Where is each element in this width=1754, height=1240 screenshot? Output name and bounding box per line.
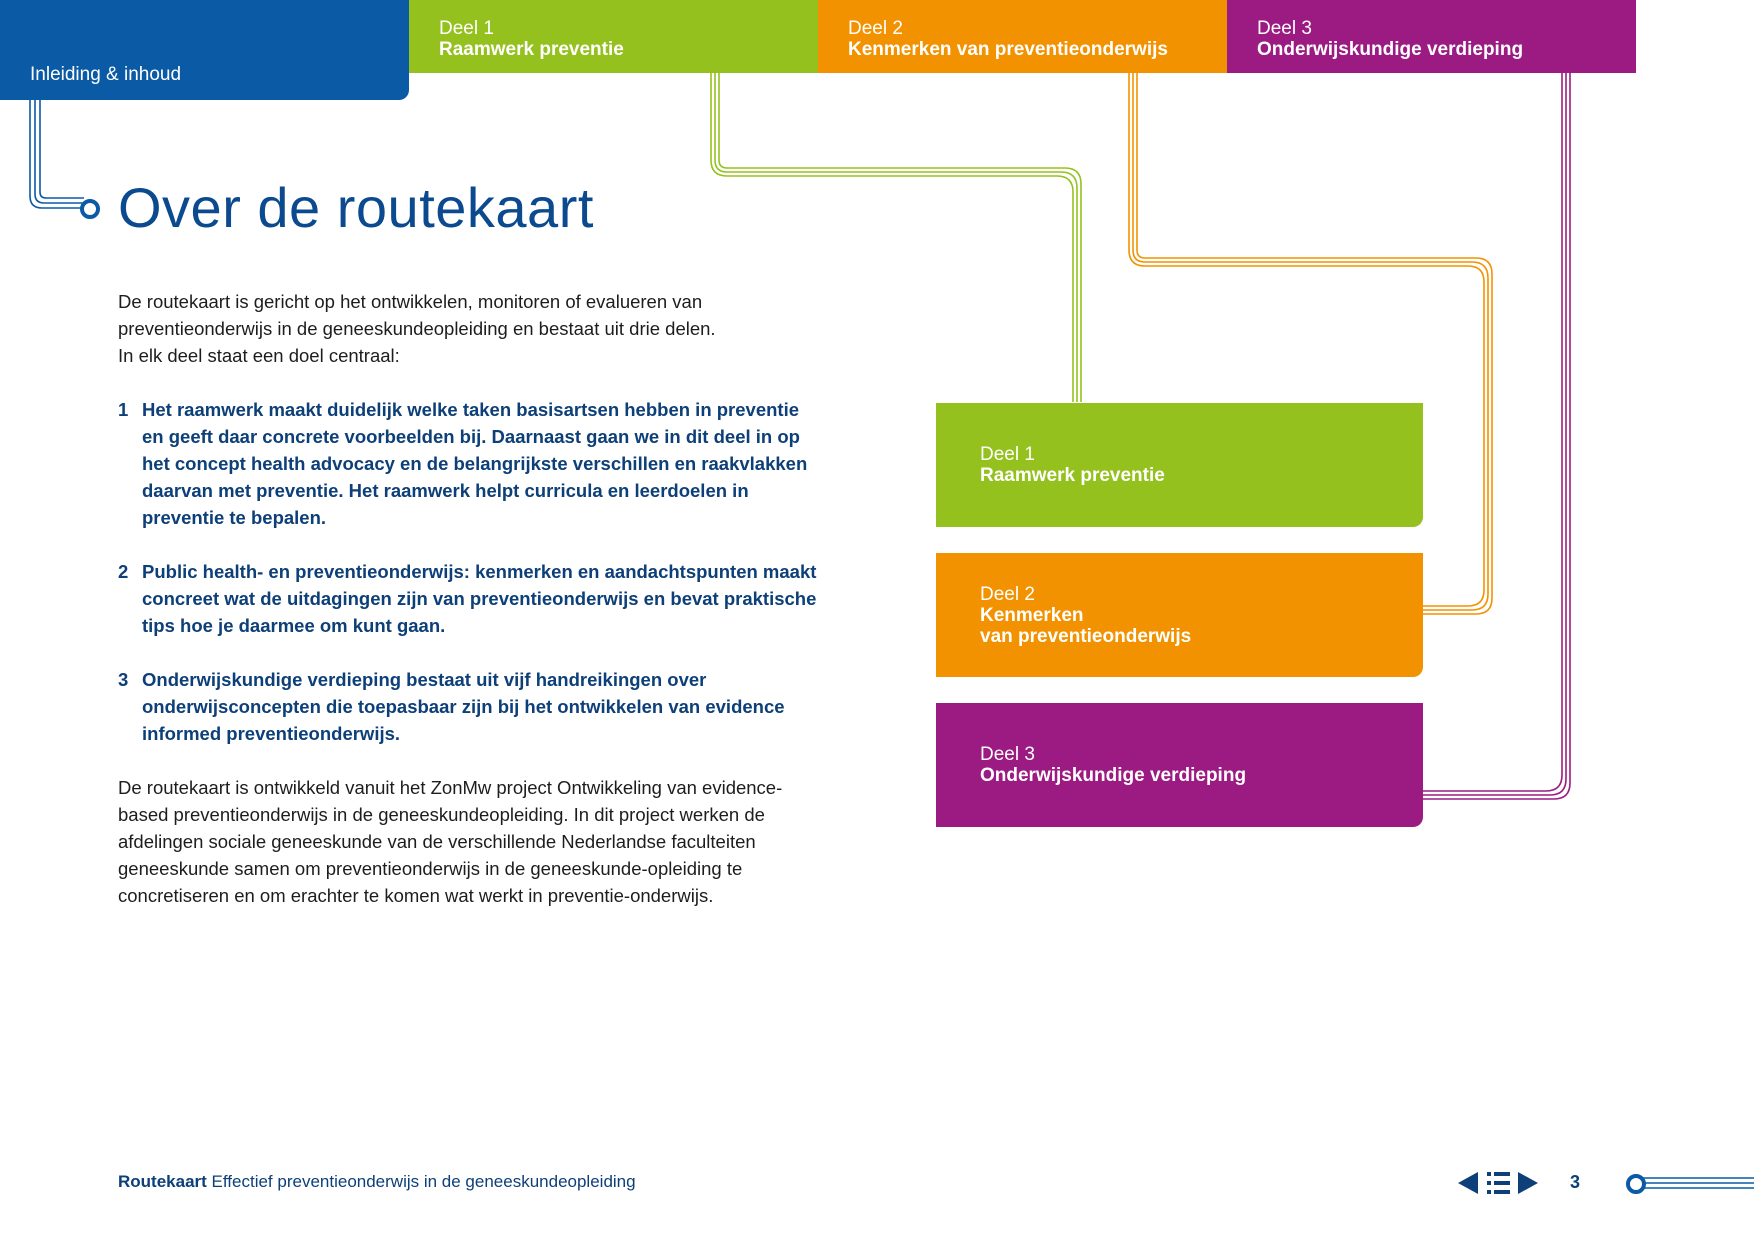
intro-text-2: In elk deel staat een doel centraal: — [118, 345, 400, 366]
list-item-number: 1 — [118, 399, 129, 420]
part-1-box-part: Deel 1 — [980, 444, 1035, 465]
part-1-box[interactable] — [936, 403, 1423, 527]
tab-deel-1-part: Deel 1 — [439, 18, 494, 39]
menu-icon[interactable] — [1487, 1172, 1510, 1194]
tab-deel-1[interactable] — [409, 0, 818, 73]
footer-subtitle: Effectief preventieonderwijs in de geneeskundeopleiding — [211, 1172, 636, 1191]
part3-route-line — [1423, 73, 1570, 799]
page-number: 3 — [1570, 1172, 1581, 1192]
part-3-box-part: Deel 3 — [980, 744, 1035, 765]
list-item-number: 2 — [118, 561, 129, 582]
part-3-box[interactable] — [936, 703, 1423, 827]
tab-deel-3-title: Onderwijskundige verdieping — [1257, 39, 1524, 60]
tab-deel-2-title: Kenmerken van preventieonderwijs — [848, 39, 1168, 60]
footer-navigation — [1456, 1170, 1540, 1196]
page-title: Over de routekaart — [118, 176, 594, 239]
part-1-box-title: Raamwerk preventie — [980, 465, 1165, 486]
list-item-text: Het raamwerk maakt duidelijk welke taken basisartsen hebben in preventie en geeft daar concrete voorbeelden bij. Daarnaast gaan we in dit deel in op het concept health advocacy en de belangrijkste verschillen en raakvlakken daarvan met preventie. Het raamwerk helpt curricula en leerdoelen in preventie te bepalen. — [142, 399, 808, 528]
footer-title — [118, 1172, 636, 1192]
next-page-icon[interactable] — [1518, 1172, 1538, 1194]
list-item-number: 3 — [118, 669, 129, 690]
footer-route-line — [1642, 1178, 1754, 1188]
tab-deel-1-title: Raamwerk preventie — [439, 39, 624, 60]
tab-deel-2[interactable] — [818, 0, 1227, 73]
tab-inleiding-inhoud[interactable]: Inleiding & inhoud — [0, 0, 409, 100]
list-item — [118, 666, 818, 747]
tab-deel-3[interactable] — [1227, 0, 1636, 73]
list-item-text: Public health- en preventieonderwijs: kenmerken en aandachtspunten maakt concreet wat de uitdagingen zijn van preventieonderwijs en bevat praktische tips hoe je daarmee om kunt gaan. — [142, 561, 817, 636]
home-route-line — [30, 100, 84, 208]
tab-deel-3-part: Deel 3 — [1257, 18, 1312, 39]
part-2-box[interactable] — [936, 553, 1423, 677]
part-2-box-title-2: van preventieonderwijs — [980, 625, 1192, 647]
intro-text: De routekaart is gericht op het ontwikkelen, monitoren of evalueren van preventieonderwijs in de geneeskundeopleiding en bestaat uit drie delen. — [118, 291, 716, 339]
footer-brand: Routekaart — [118, 1172, 207, 1191]
home-route-dot — [82, 201, 98, 217]
tab-deel-2-part: Deel 2 — [848, 18, 903, 39]
part-2-box-title: Kenmerken — [980, 604, 1084, 626]
part-3-box-title: Onderwijskundige verdieping — [980, 765, 1247, 786]
footer-route-dot — [1628, 1176, 1644, 1192]
intro-paragraph — [118, 288, 818, 369]
list-item-text: Onderwijskundige verdieping bestaat uit vijf handreikingen over onderwijsconcepten die toepasbaar zijn bij het ontwikkelen van evidence informed preventieonderwijs. — [142, 669, 785, 744]
part2-route-line — [1129, 73, 1492, 614]
list-item — [118, 396, 818, 531]
previous-page-icon[interactable] — [1458, 1172, 1478, 1194]
part-2-box-part: Deel 2 — [980, 583, 1035, 605]
closing-paragraph: De routekaart is ontwikkeld vanuit het ZonMw project Ontwikkeling van evidence-based preventieonderwijs in de geneeskundeopleiding. In dit project werken de afdelingen sociale geneeskunde van de verschillende Nederlandse faculteiten geneeskunde samen om preventieonderwijs in de geneeskunde-opleiding te concretiseren en om erachter te komen wat werkt in preventie-onderwijs. — [118, 777, 783, 906]
goals-list — [118, 396, 818, 774]
list-item — [118, 558, 818, 639]
